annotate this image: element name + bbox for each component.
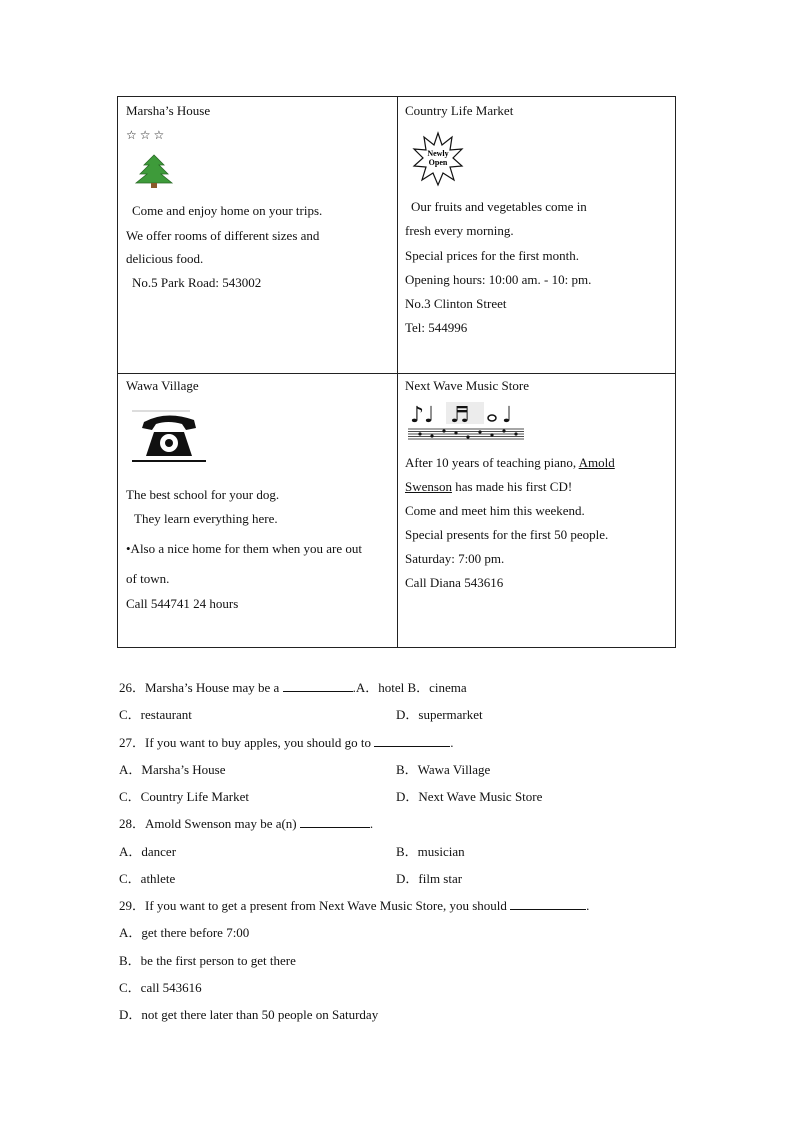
- ad-text-line: They learn everything here.: [134, 511, 278, 526]
- telephone-icon: [130, 408, 210, 466]
- question-stem: 27．If you want to buy apples, you should go to: [119, 735, 375, 750]
- option-d[interactable]: D．supermarket: [396, 707, 483, 722]
- ad-table: [117, 96, 676, 648]
- answer-blank[interactable]: [374, 734, 450, 747]
- option-d[interactable]: D．Next Wave Music Store: [396, 789, 543, 804]
- option-d[interactable]: D．not get there later than 50 people on Saturday: [119, 1007, 379, 1022]
- option-d[interactable]: D．film star: [396, 871, 463, 886]
- ad-text-segment: After 10 years of teaching piano,: [405, 455, 579, 470]
- ad-text-line: Special prices for the first month.: [405, 248, 580, 263]
- option-c[interactable]: C．Country Life Market: [119, 789, 249, 804]
- question-26: [119, 677, 467, 696]
- option-c[interactable]: C．restaurant: [119, 707, 192, 722]
- question-end: .: [450, 735, 454, 750]
- option-a[interactable]: A．Marsha’s House: [119, 762, 226, 777]
- artist-name-last: Swenson: [405, 479, 452, 494]
- svg-text:♩: ♩: [502, 403, 513, 428]
- ad-address: No.5 Park Road: 543002: [132, 275, 262, 290]
- ad-hours: Opening hours: 10:00 am. - 10: pm.: [405, 272, 592, 287]
- question-stem: 26．Marsha’s House may be a: [119, 680, 283, 695]
- starburst-badge-icon: [412, 131, 464, 187]
- answer-blank[interactable]: [283, 679, 353, 692]
- option-b[interactable]: B．musician: [396, 844, 465, 859]
- ad-text-line: We offer rooms of different sizes and: [126, 228, 320, 243]
- question-27: [119, 732, 454, 751]
- ad-title: Marsha’s House: [126, 103, 211, 118]
- question-end: .: [586, 898, 590, 913]
- question-28: [119, 813, 373, 832]
- option-c[interactable]: C．call 543616: [119, 980, 202, 995]
- svg-text:♬: ♬: [450, 403, 470, 428]
- answer-blank[interactable]: [510, 897, 586, 910]
- ad-title: Wawa Village: [126, 378, 199, 393]
- answer-blank[interactable]: [300, 815, 370, 828]
- ad-phone: Call 544741 24 hours: [126, 596, 239, 611]
- ad-marsha-house: [118, 97, 397, 373]
- ad-address: No.3 Clinton Street: [405, 296, 507, 311]
- ad-text-line: Our fruits and vegetables come in: [411, 199, 587, 214]
- ad-event-time: Saturday: 7:00 pm.: [405, 551, 505, 566]
- ad-text-line: •Also a nice home for them when you are out: [126, 541, 362, 556]
- pine-tree-icon: [132, 153, 176, 189]
- option-c[interactable]: C．athlete: [119, 871, 176, 886]
- ad-text-segment: has made his first CD!: [451, 479, 573, 494]
- rating-stars: ☆ ☆ ☆: [126, 128, 165, 142]
- option-b[interactable]: B．be the first person to get there: [119, 953, 296, 968]
- question-29: [119, 895, 589, 914]
- badge-text-line2: Open: [428, 158, 448, 167]
- ad-next-wave-music-store: [398, 374, 677, 649]
- ad-text-line: delicious food.: [126, 251, 204, 266]
- ad-text-line: Come and meet him this weekend.: [405, 503, 585, 518]
- ad-text-line: fresh every morning.: [405, 223, 514, 238]
- ad-text-line: [405, 451, 615, 475]
- option-b[interactable]: B．Wawa Village: [396, 762, 491, 777]
- question-stem: 29．If you want to get a present from Next Wave Music Store, you should: [119, 898, 511, 913]
- ad-text-line: Come and enjoy home on your trips.: [132, 203, 323, 218]
- ad-wawa-village: [118, 374, 397, 649]
- ad-text-line: The best school for your dog.: [126, 487, 280, 502]
- badge-text-line1: Newly: [427, 149, 449, 158]
- artist-name-first: Amold: [578, 455, 615, 470]
- ad-title: Next Wave Music Store: [405, 378, 529, 393]
- option-a[interactable]: A．dancer: [119, 844, 177, 859]
- question-end: .: [369, 816, 374, 831]
- svg-text:♪♩: ♪♩: [410, 403, 435, 428]
- ad-title: Country Life Market: [405, 103, 514, 118]
- question-inline-options: .A．hotel B．cinema: [352, 680, 467, 695]
- music-notes-icon: [406, 402, 528, 442]
- question-stem: 28．Amold Swenson may be a(n): [119, 816, 300, 831]
- ad-country-life-market: [398, 97, 677, 373]
- ad-text-line: Special presents for the first 50 people.: [405, 527, 609, 542]
- option-a[interactable]: A．get there before 7:00: [119, 925, 250, 940]
- ad-phone: Call Diana 543616: [405, 575, 504, 590]
- ad-text-line: [405, 475, 572, 499]
- ad-text-line: of town.: [126, 571, 170, 586]
- ad-phone: Tel: 544996: [405, 320, 468, 335]
